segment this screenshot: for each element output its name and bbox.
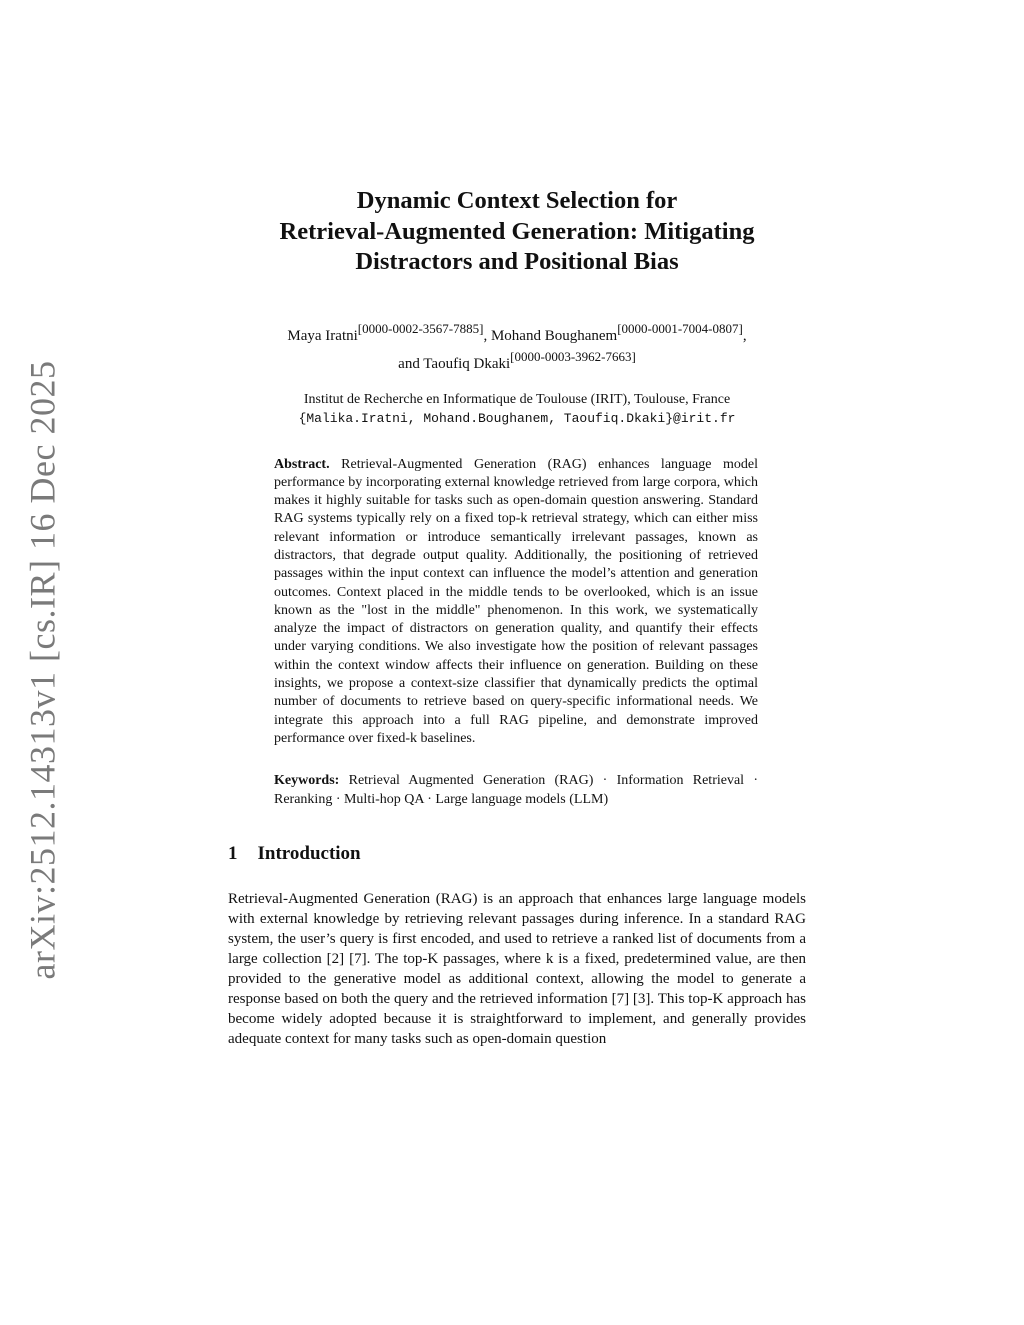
abstract — [274, 456, 758, 749]
section-title: Introduction — [257, 842, 361, 864]
keywords-label: Keywords: — [274, 773, 340, 789]
arxiv-identifier-stamp — [18, 360, 66, 980]
title-line-3: Distractors and Positional Bias — [355, 248, 679, 275]
section-heading — [228, 843, 806, 865]
keywords — [274, 772, 758, 809]
author-separator: , — [742, 327, 747, 344]
author-line-2 — [228, 350, 806, 378]
author-name-1: Maya Iratni — [287, 327, 358, 344]
abstract-label: Abstract. — [274, 456, 330, 472]
paper-title — [228, 186, 806, 278]
affiliation-block — [228, 390, 806, 428]
author-name-2: , Mohand Boughanem — [483, 327, 618, 344]
introduction-body — [228, 889, 806, 1049]
paper-first-page — [228, 186, 806, 1049]
author-list — [228, 322, 806, 378]
title-line-1: Dynamic Context Selection for — [356, 187, 678, 214]
introduction-paragraph: Retrieval-Augmented Generation (RAG) is an approach that enhances large language models with external knowledge by retrieving relevant passages during inference. In a standard RAG system, the user’s query is first encoded, and used to retrieve a ranked list of documents from a large collection [2] [7]. The top-K passages, where k is a fixed, predetermined value, are then provided to the generative model as additional context, allowing the model to generate a response based on both the query and the retrieved information [7] [3]. This top-K approach has become widely adopted because it is straightforward to implement, and generally provides adequate context for many tasks such as open-domain question — [228, 890, 806, 1047]
keywords-text: Retrieval Augmented Generation (RAG) · Information Retrieval · Reranking · Multi-hop QA · Large language models (LLM) — [274, 773, 758, 807]
arxiv-identifier-text: arXiv:2512.14313v1 [cs.IR] 16 Dec 2025 — [22, 360, 63, 980]
author-line-1 — [228, 322, 806, 350]
author-orcid-2: [0000-0001-7004-0807] — [617, 320, 743, 336]
abstract-text: Retrieval-Augmented Generation (RAG) enhances language model performance by incorporating external knowledge retrieved from large corpora, which makes it highly suitable for tasks such as open-domain question answering. Standard RAG systems typically rely on a fixed top-k retrieval strategy, which can either miss relevant information or introduce semantically irrelevant passages, known as distractors, that degrade output quality. Additionally, the positioning of retrieved passages within the input context can influence the model’s attention and generation outcomes. Context placed in the middle tends to be overlooked, which is an issue known as the "lost in the middle" phenomenon. In this work, we systematically analyze the impact of distractors on generation quality, and quantify their effects under varying conditions. We also investigate how the position of relevant passages within the context window affects their influence on generation. Building on these insights, we propose a context-size classifier that dynamically predicts the optimal number of documents to retrieve based on query-specific informational needs. We integrate this approach into a full RAG pipeline, and demonstrate improved performance over fixed-k baselines. — [274, 456, 758, 746]
section-number: 1 — [228, 842, 238, 864]
author-orcid-1: [0000-0002-3567-7885] — [357, 320, 484, 336]
author-orcid-3: [0000-0003-3962-7663] — [510, 348, 636, 364]
affiliation-institute: Institut de Recherche en Informatique de Toulouse (IRIT), Toulouse, France — [303, 391, 731, 407]
title-line-2: Retrieval-Augmented Generation: Mitigating — [279, 217, 755, 245]
author-name-3: and Taoufiq Dkaki — [398, 355, 511, 372]
affiliation-email: {Malika.Iratni, Mohand.Boughanem, Taoufiq.Dkaki}@irit.fr — [298, 410, 736, 426]
